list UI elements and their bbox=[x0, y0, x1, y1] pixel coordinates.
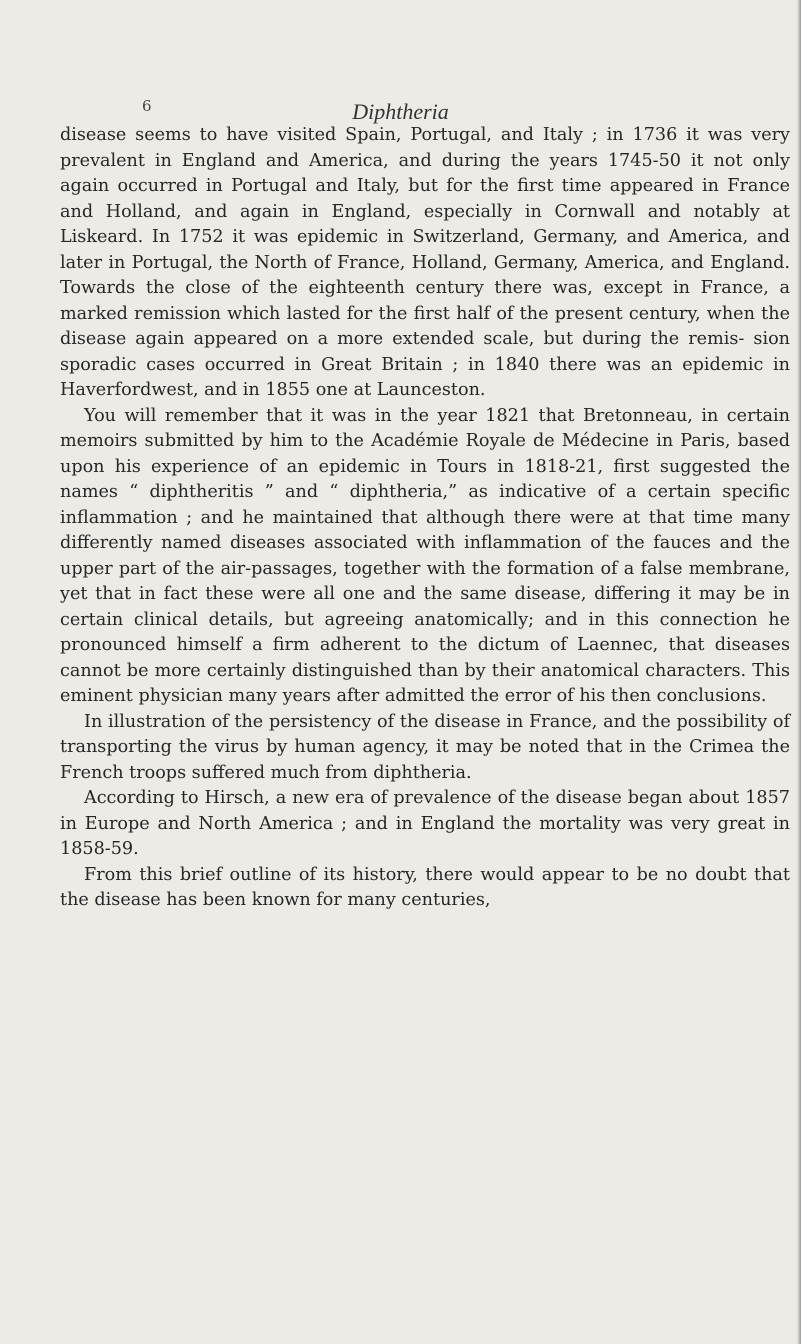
paragraph-outline: From this brief outline of its history, there would appear to be no doubt that the disease has been known for many centuries, bbox=[60, 864, 790, 910]
body-text bbox=[60, 123, 790, 914]
running-title: Diphtheria bbox=[352, 99, 449, 124]
paragraph-hirsch: According to Hirsch, a new era of prevalence of the disease began about 1857 in Europe and North America ; and in England the mortality was very great in 1858-59. bbox=[60, 788, 790, 859]
paragraph-continued: disease seems to have visited Spain, Portugal, and Italy ; in 1736 it was very prevalent in England and America, and during the years 1745-50 it not only again occurred in Portugal and Italy, but for the first time appeared in France and Holland, and again in England, especially in Cornwall and notably at Liskeard. In 1752 it was epidemic in Switzerland, Germany, and America, and later in Portugal, the North of France, Holland, Germany, America, and England. Towards the close of the eighteenth century there was, except in France, a marked remission which lasted for the first half of the present century, when the disease again appeared on a more extended scale, but during the remis- sion sporadic cases occurred in Great Britain ; in 1840 there was an epidemic in Haverfordwest, and in 1855 one at Launceston. bbox=[60, 125, 790, 400]
paragraph-crimea: In illustration of the persistency of the disease in France, and the possibility of transporting the virus by human agency, it may be noted that in the Crimea the French troops suffered much from diphtheria. bbox=[60, 711, 790, 783]
paragraph-bretonneau: You will remember that it was in the year 1821 that Bretonneau, in certain memoirs submitted by him to the Académie Royale de Médecine in Paris, based upon his experience of an epidemic in Tours in 1818-21, first suggested the names “ diphtheritis ” and “ diphtheria,” as indicative of a certain specific inflammation ; and he maintained that although there were at that time many differently named diseases associated with inflammation of the fauces and the upper part of the air-passages, together with the formation of a false membrane, yet that in fact these were all one and the same disease, differing it may be in certain clinical details, but agreeing anatomically; and in this connection he pronounced himself a firm adherent to the dictum of Laennec, that diseases cannot be more certainly distinguished than by their anatomical characters. This eminent physician many years after admitted the error of his then conclusions. bbox=[60, 405, 790, 706]
page-number: 6 bbox=[142, 97, 152, 115]
page-edge-shadow bbox=[797, 0, 801, 1344]
